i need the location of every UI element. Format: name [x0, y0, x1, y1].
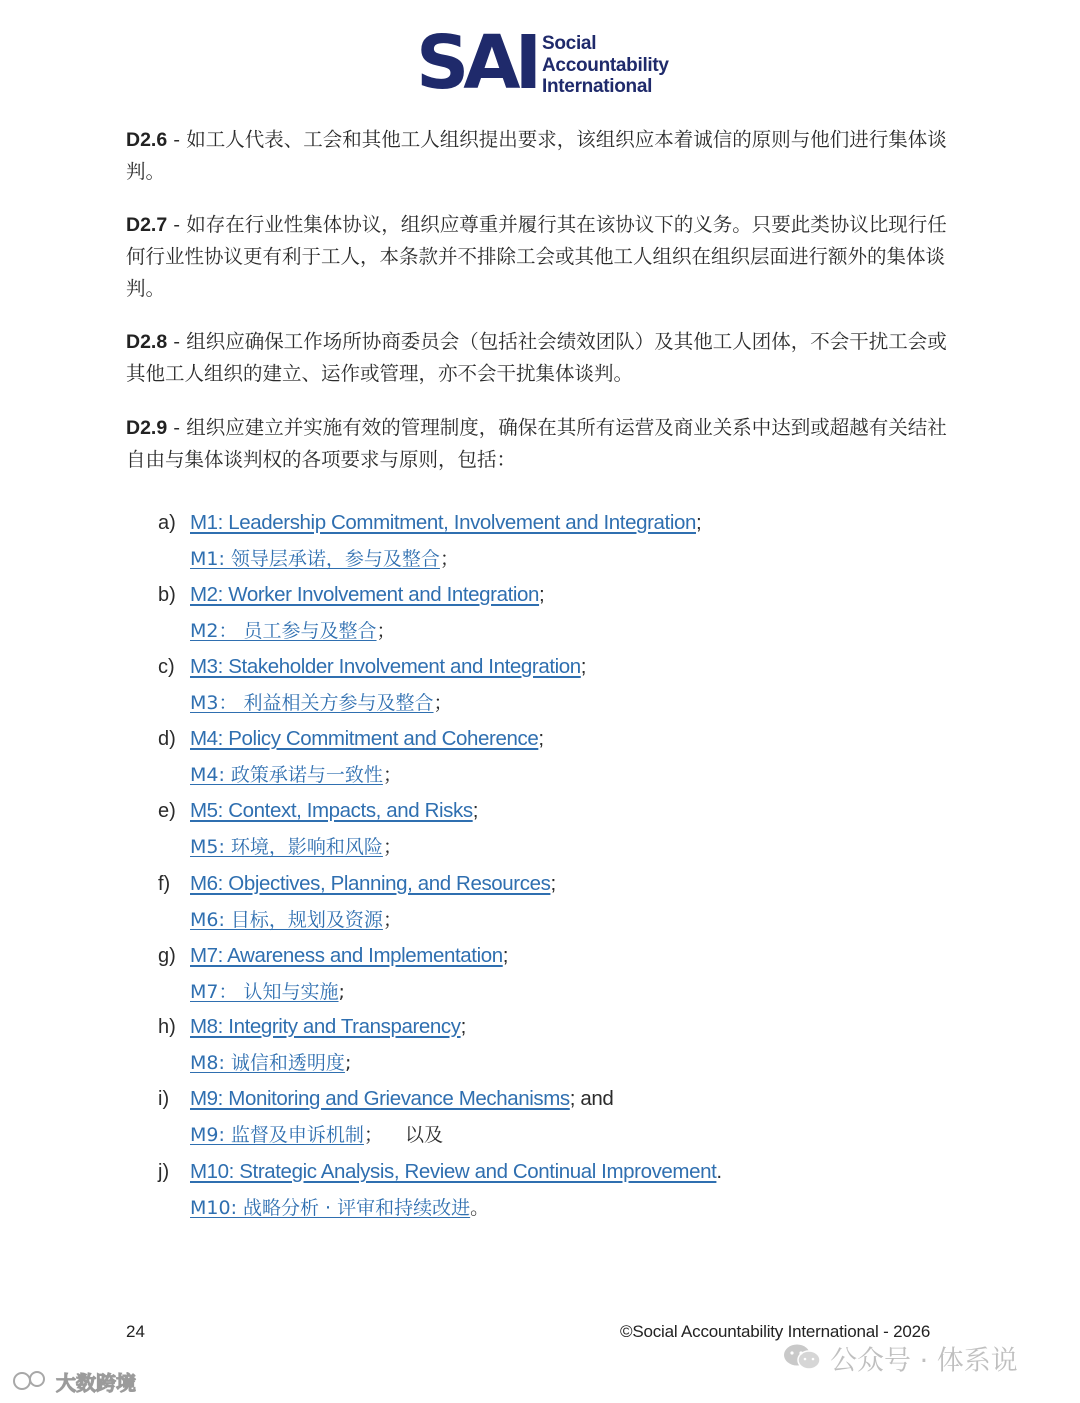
link-m9-en[interactable]: M9: Monitoring and Grievance Mechanisms: [190, 1087, 570, 1110]
list-marker: e): [158, 800, 176, 822]
list-marker: g): [158, 945, 176, 967]
punctuation: 。: [470, 1197, 490, 1219]
punctuation: ；: [439, 548, 459, 570]
link-m10-en[interactable]: M10: Strategic Analysis, Review and Continual Improvement: [190, 1160, 717, 1183]
clause-d2-8: [126, 326, 962, 390]
watermark-left-text: 大数跨境: [56, 1371, 136, 1395]
punctuation: .: [716, 1160, 722, 1183]
link-m8-en[interactable]: M8: Integrity and Transparency: [190, 1015, 461, 1038]
list-marker: h): [158, 1016, 176, 1038]
watermark-source: [12, 1368, 136, 1398]
logo-line-social: Social: [542, 33, 597, 54]
link-m6-en[interactable]: M6: Objectives, Planning, and Resources: [190, 872, 551, 895]
clause-code: D2.6: [126, 129, 168, 151]
link-m5-en[interactable]: M5: Context, Impacts, and Risks: [190, 799, 473, 822]
link-m3-zh[interactable]: M3： 利益相关方参与及整合: [190, 692, 434, 714]
punctuation: ；: [382, 909, 402, 931]
clause-code: D2.8: [126, 331, 168, 353]
link-m4-zh[interactable]: M4: 政策承诺与一致性: [190, 764, 383, 786]
punctuation: ；: [376, 620, 396, 642]
punctuation: ;: [538, 727, 544, 750]
wechat-icon: [782, 1342, 822, 1382]
punctuation: ;: [580, 655, 587, 678]
page-number: 24: [126, 1322, 145, 1341]
punctuation: ; and: [569, 1087, 614, 1110]
clause-code: D2.9: [126, 417, 168, 439]
link-m10-zh[interactable]: M10: 战略分析 · 评审和持续改进: [190, 1197, 471, 1219]
link-m7-zh[interactable]: M7： 认知与实施: [190, 981, 339, 1003]
watermark-right-text: 公众号 · 体系说: [830, 1345, 1018, 1377]
list-marker: a): [158, 512, 176, 534]
punctuation: ;: [550, 872, 556, 895]
clause-code: D2.7: [126, 214, 168, 236]
copyright-notice: ©Social Accountability International - 2026: [620, 1322, 931, 1341]
list-marker: f): [158, 873, 171, 895]
link-m8-zh[interactable]: M8: 诚信和透明度: [190, 1052, 345, 1074]
clause-text: - 组织应确保工作场所协商委员会（包括社会绩效团队）及其他工人团体，不会干扰工会或其他工人组织的建立、运作或管理，亦不会干扰集体谈判。: [126, 330, 947, 385]
logo-wordmark: [542, 33, 669, 98]
list-marker: i): [158, 1088, 170, 1110]
list-marker: b): [158, 584, 176, 606]
punctuation: ;: [344, 1052, 352, 1074]
conjunction-text: 以及: [404, 1124, 443, 1146]
logo-line-international: International: [542, 76, 653, 97]
link-m1-en[interactable]: M1: Leadership Commitment, Involvement and Integration: [190, 511, 696, 534]
link-m9-zh[interactable]: M9: 监督及申诉机制: [190, 1124, 364, 1146]
punctuation: ;: [472, 799, 478, 822]
punctuation: ；: [363, 1124, 383, 1146]
punctuation: ;: [695, 511, 702, 534]
chat-bubble-icon: [12, 1370, 50, 1400]
link-m3-en[interactable]: M3: Stakeholder Involvement and Integration: [190, 655, 581, 678]
link-m1-zh[interactable]: M1: 领导层承诺，参与及整合: [190, 548, 440, 570]
clause-d2-6: [126, 124, 962, 188]
punctuation: ;: [460, 1015, 466, 1038]
punctuation: ;: [502, 944, 509, 967]
link-m6-zh[interactable]: M6: 目标，规划及资源: [190, 909, 383, 931]
punctuation: ；: [433, 692, 453, 714]
link-m5-zh[interactable]: M5: 环境，影响和风险: [190, 836, 383, 858]
punctuation: ;: [338, 981, 345, 1003]
link-m7-en[interactable]: M7: Awareness and Implementation: [190, 944, 503, 967]
punctuation: ；: [382, 836, 402, 858]
clause-d2-7: [126, 209, 962, 305]
list-marker: j): [158, 1161, 170, 1183]
clause-d2-9: [126, 412, 962, 476]
logo-mark: SAI: [416, 20, 537, 106]
logo-line-accountability: Accountability: [542, 54, 669, 76]
clause-text: - 如工人代表、工会和其他工人组织提出要求，该组织应本着诚信的原则与他们进行集体谈判。: [126, 128, 947, 183]
list-marker: d): [158, 728, 176, 750]
watermark-wechat: [782, 1342, 1018, 1378]
punctuation: ；: [382, 764, 402, 786]
clause-text: - 组织应建立并实施有效的管理制度，确保在其所有运营及商业关系中达到或超越有关结社自由与集体谈判权的各项要求与原则，包括：: [126, 416, 947, 471]
link-m2-zh[interactable]: M2： 员工参与及整合: [190, 620, 377, 642]
link-m4-en[interactable]: M4: Policy Commitment and Coherence: [190, 727, 539, 750]
clause-text: - 如存在行业性集体协议，组织应尊重并履行其在该协议下的义务。只要此类协议比现行任何行业性协议更有利于工人，本条款并不排除工会或其他工人组织在组织层面进行额外的集体谈判。: [126, 213, 947, 300]
punctuation: ;: [539, 583, 545, 606]
list-marker: c): [158, 656, 175, 678]
link-m2-en[interactable]: M2: Worker Involvement and Integration: [190, 583, 540, 606]
sai-logo: [416, 20, 676, 106]
